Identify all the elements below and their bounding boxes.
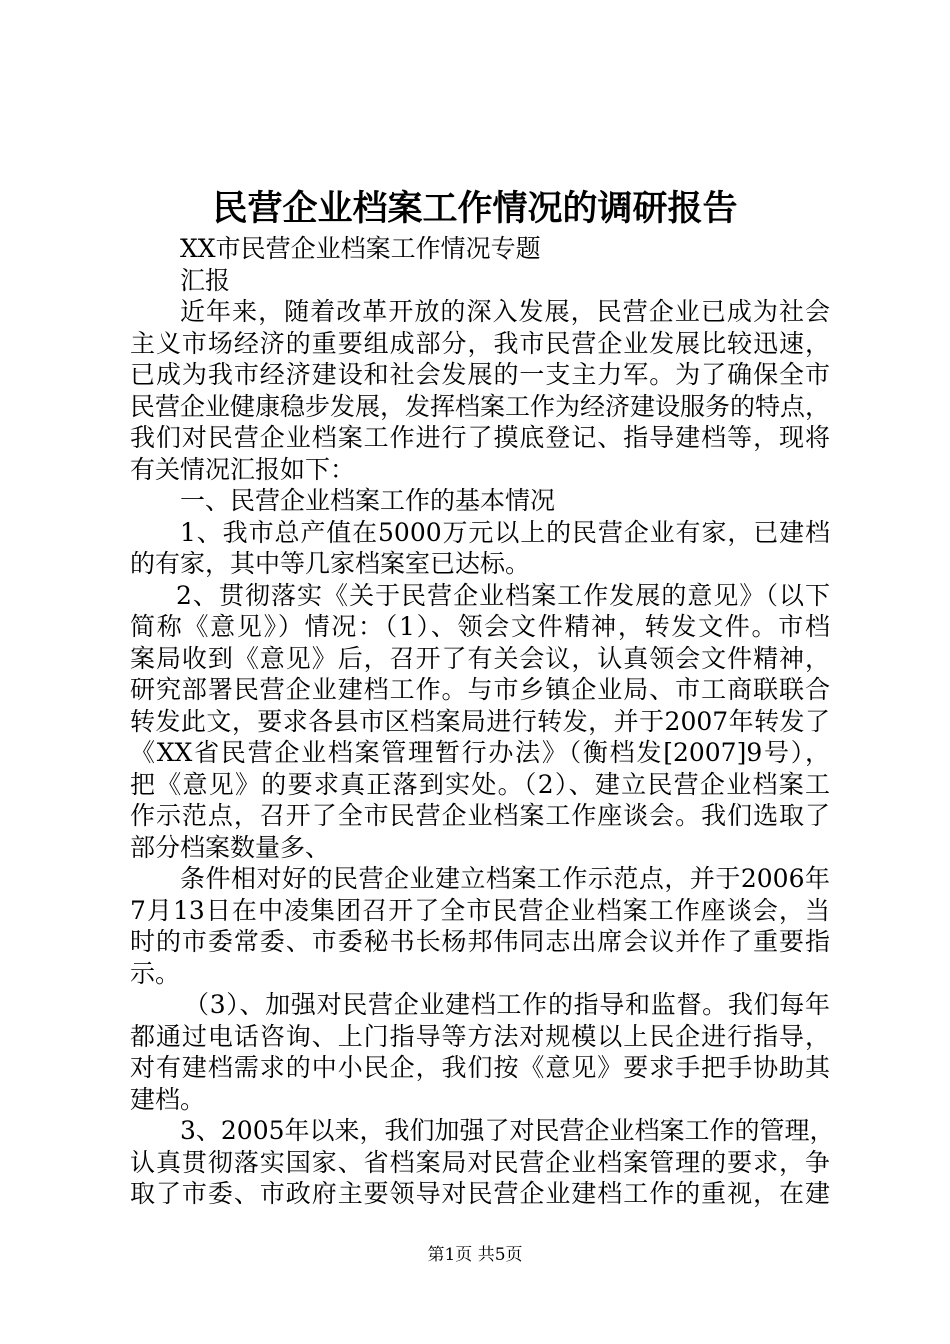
body-line: 转发此文，要求各县市区档案局进行转发，并于2007年转发了	[130, 706, 830, 736]
body-line: 民营企业健康稳步发展，发挥档案工作为经济建设服务的特点，	[130, 391, 831, 421]
body-line: 认真贯彻落实国家、省档案局对民营企业档案管理的要求，争	[130, 1147, 830, 1177]
body-line: 部分档案数量多、	[130, 832, 331, 862]
body-line: 简称《意见》）情况：（1）、领会文件精神，转发文件。市档	[130, 612, 830, 641]
body-line: 对有建档需求的中小民企，我们按《意见》要求手把手协助其	[130, 1053, 830, 1082]
body-line: 作示范点，召开了全市民营企业档案工作座谈会。我们选取了	[130, 801, 830, 830]
body-line: 3、2005年以来，我们加强了对民营企业档案工作的管理，	[180, 1116, 835, 1145]
body-line: 有关情况汇报如下：	[130, 454, 356, 484]
body-line: 我们对民营企业档案工作进行了摸底登记、指导建档等，现将	[130, 423, 830, 452]
body-line: 把《意见》的要求真正落到实处。（2）、建立民营企业档案工	[130, 769, 830, 799]
page-footer: 第1页 共5页	[427, 1245, 523, 1265]
body-line: XX市民营企业档案工作情况专题	[180, 234, 541, 263]
body-line: 一、民营企业档案工作的基本情况	[180, 486, 556, 515]
body-line: 都通过电话咨询、上门指导等方法对规模以上民企进行指导，	[130, 1021, 830, 1051]
body-line: 近年来，随着改革开放的深入发展，民营企业已成为社会	[180, 297, 830, 326]
body-line: 条件相对好的民营企业建立档案工作示范点，并于2006年	[180, 864, 830, 893]
document-title: 民营企业档案工作情况的调研报告	[212, 188, 738, 229]
body-line: 2、贯彻落实《关于民营企业档案工作发展的意见》（以下	[176, 580, 830, 610]
body-line: 已成为我市经济建设和社会发展的一支主力军。为了确保全市	[130, 360, 830, 389]
body-line: 案局收到《意见》后，召开了有关会议，认真领会文件精神，	[130, 643, 830, 673]
body-line: 研究部署民营企业建档工作。与市乡镇企业局、市工商联联合	[130, 675, 830, 704]
body-line: 示。	[130, 958, 181, 988]
body-line: 建档。	[130, 1084, 206, 1114]
body-line: 7月13日在中凌集团召开了全市民营企业档案工作座谈会，当	[130, 895, 830, 925]
body-line: 主义市场经济的重要组成部分，我市民营企业发展比较迅速，	[130, 328, 830, 358]
body-line: （3）、加强对民营企业建档工作的指导和监督。我们每年	[184, 990, 830, 1019]
body-line: 1、我市总产值在5000万元以上的民营企业有家，已建档	[180, 517, 830, 547]
body-line: 《XX省民营企业档案管理暂行办法》（衡档发[2007]9号），	[130, 738, 830, 767]
body-line: 取了市委、市政府主要领导对民营企业建档工作的重视，在建	[130, 1179, 830, 1208]
body-line: 时的市委常委、市委秘书长杨邦伟同志出席会议并作了重要指	[130, 927, 830, 956]
body-line: 的有家，其中等几家档案室已达标。	[130, 549, 531, 578]
document-body	[130, 233, 835, 1210]
body-line: 汇报	[180, 265, 231, 295]
